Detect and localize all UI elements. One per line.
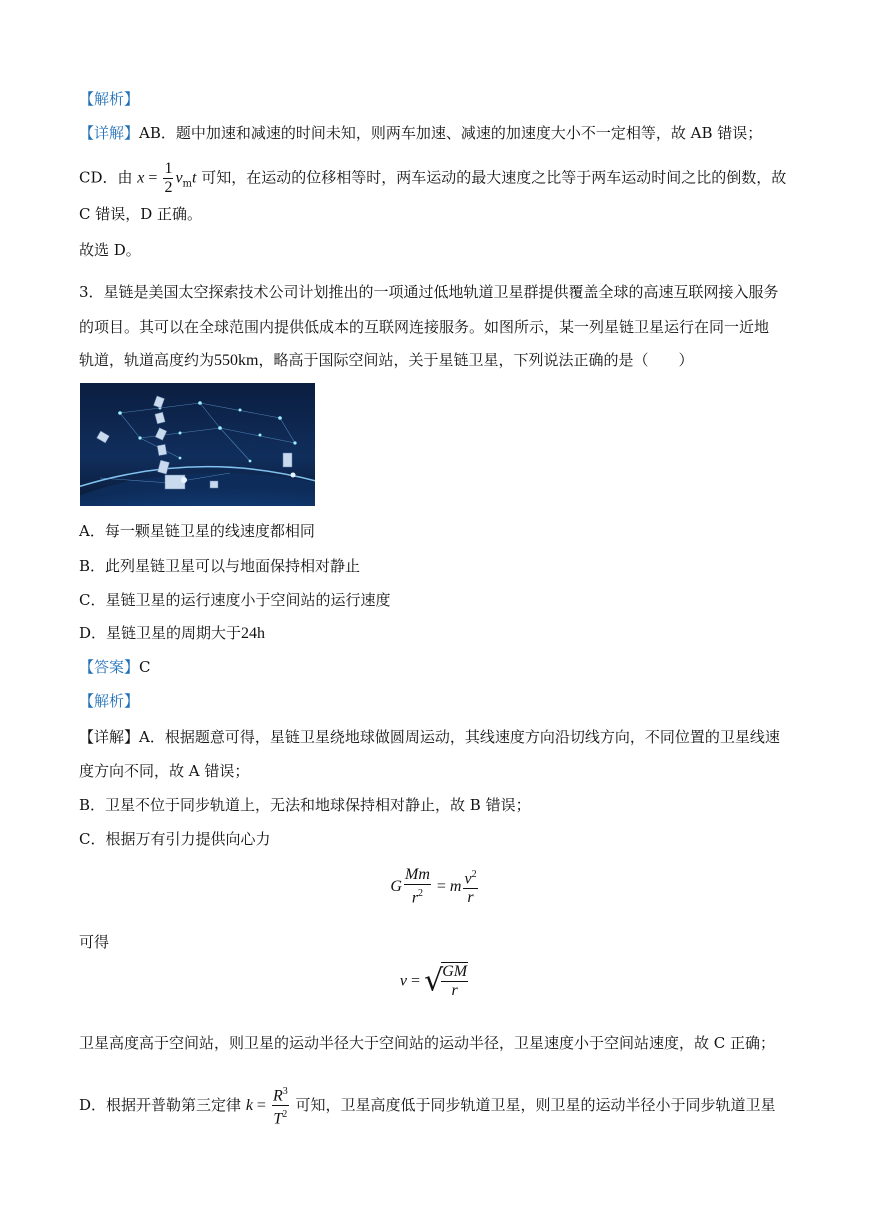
option-b: B．此列星链卫星可以与地面保持相对静止 — [79, 557, 361, 575]
tag-analysis-1: 【解析】 — [79, 90, 140, 108]
option-d: D．星链卫星的周期大于24h — [79, 624, 266, 642]
tag-analysis-2: 【解析】 — [79, 692, 140, 710]
displacement-formula: x = $\frac{1}{2}$ $v_mt$ — [137, 160, 197, 196]
q3-expl-a1: 【详解】A．根据题意可得，星链卫星绕地球做圆周运动，其线速度方向沿切线方向，不同位置的卫星线速 — [79, 728, 780, 746]
answer-line — [79, 657, 151, 677]
q2-conclusion: 故选 D。 — [79, 241, 141, 259]
q3-stem-line3: 轨道，轨道高度约为550km，略高于国际空间站，关于星链卫星，下列说法正确的是（ ） — [79, 351, 694, 369]
satellite-network-illustration — [80, 383, 315, 506]
q2-detail-line1: 【详解】AB．题中加速和减速的时间未知，则两车加速、减速的加速度大小不一定相等，故 AB 错误； — [79, 124, 763, 142]
answer-value: C — [139, 658, 151, 676]
q2-detail-line2: CD．由 x = $\frac{1}{2}$ $v_mt$ 可知，在运动的位移相等时，两车运动的最大速度之比等于两车运动时间之比的倒数，故 — [79, 160, 787, 196]
q3-expl-b: B．卫星不位于同步轨道上，无法和地球保持相对静止，故 B 错误； — [79, 796, 531, 814]
q3-stem-line1: 3．星链是美国太空探索技术公司计划推出的一项通过低地轨道卫星群提供覆盖全球的高速互联网接入服务 — [79, 283, 779, 301]
orbit-height-value: 550km — [214, 352, 259, 369]
option-a: A．每一颗星链卫星的线速度都相同 — [79, 522, 315, 540]
derive-text: 可得 — [79, 933, 110, 951]
gravitation-equation: G $\frac{Mm}{r^2}$ = m $\frac{v^2}{r}$ — [390, 866, 477, 907]
q3-expl-a2: 度方向不同，故 A 错误； — [79, 762, 250, 780]
q2-detail-line3: C 错误，D 正确。 — [79, 205, 203, 223]
q3-stem-line2: 的项目。其可以在全球范围内提供低成本的互联网连接服务。如图所示，某一列星链卫星运行在同一近地 — [79, 318, 770, 336]
detail-label: 【详解】 — [79, 124, 140, 142]
q3-expl-c2: 卫星高度高于空间站，则卫星的运动半径大于空间站的运动半径，卫星速度小于空间站速度，故 C 正确； — [79, 1034, 776, 1052]
q3-expl-d: D．根据开普勒第三定律 k = $\frac{R^3}{T^2}$ 可知，卫星高度低于同步轨道卫星，则卫星的运动半径小于同步轨道卫星 — [79, 1083, 776, 1129]
option-c: C．星链卫星的运行速度小于空间站的运行速度 — [79, 591, 391, 609]
kepler-formula: k = $\frac{R^3}{T^2}$ — [246, 1083, 291, 1129]
q3-expl-c1: C．根据万有引力提供向心力 — [79, 830, 271, 848]
velocity-equation: v = √ $\frac{GM}{r}$ — [399, 963, 468, 999]
answer-label: 【答案】 — [79, 658, 140, 676]
